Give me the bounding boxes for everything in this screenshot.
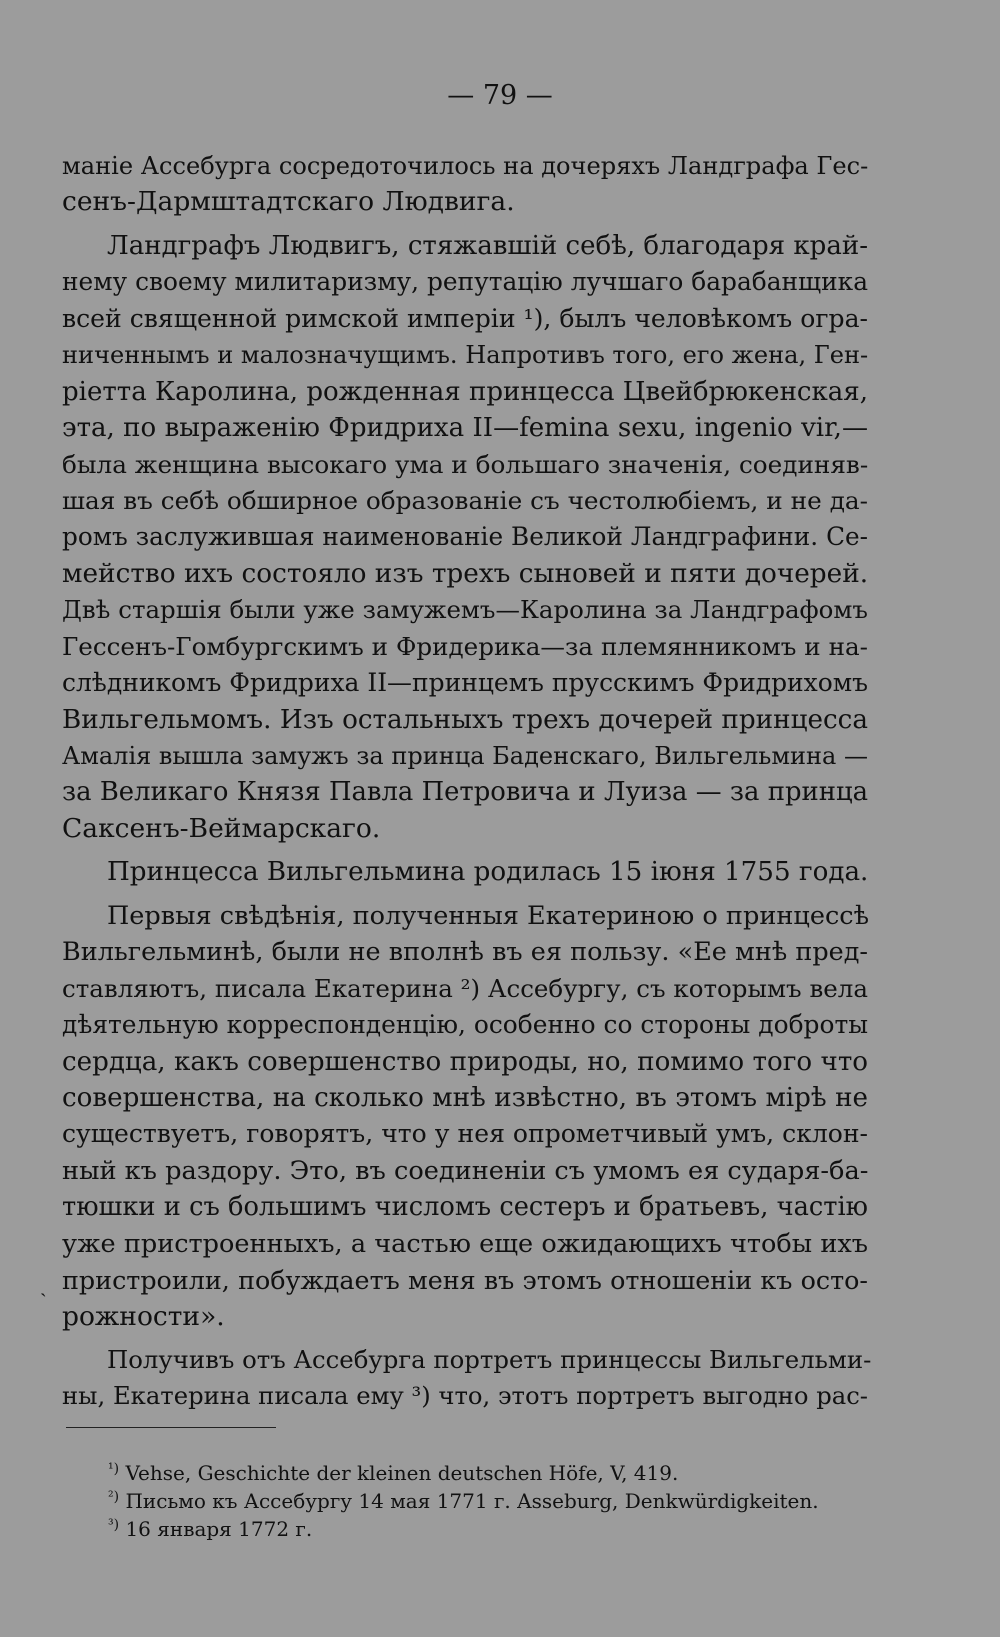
text-line: ставляютъ, писала Екатерина ²) Ассебургу, съ которымъ вела	[62, 973, 868, 1003]
text-line: Гессенъ-Гомбургскимъ и Фридерика—за племянникомъ и на-	[62, 631, 868, 661]
text-line: за Великаго Князя Павла Петровича и Луиза — за принца	[62, 777, 868, 808]
text-line: шая въ себѣ обширное образованіе съ честолюбіемъ, и не да-	[62, 485, 868, 515]
text-line: Амалія вышла замужъ за принца Баденскаго, Вильгельмина —	[62, 742, 868, 770]
text-line: всей священной римской имперіи ¹), былъ человѣкомъ огра-	[62, 303, 868, 333]
footnote-mark: ²)	[108, 1489, 120, 1505]
text-line: ниченнымъ и малозначущимъ. Напротивъ того, его жена, Ген-	[62, 341, 869, 370]
text-line: тюшки и съ большимъ числомъ сестеръ и братьевъ, частію	[62, 1192, 868, 1223]
footnote-text: Письмо къ Ассебургу 14 мая 1771 г. Asseburg, Denkwürdigkeiten.	[125, 1489, 819, 1513]
text-line: ріетта Каролина, рожденная принцесса Цвейбрюкенская,	[62, 376, 868, 407]
text-line: Принцесса Вильгельмина родилась 15 іюня 1755 года.	[107, 857, 869, 888]
text-line: ромъ заслужившая наименованіе Великой Ландграфини. Се-	[62, 522, 868, 552]
footnotes	[108, 1455, 888, 1539]
text-line: Вильгельминѣ, были не вполнѣ въ ея пользу. «Ее мнѣ пред-	[62, 937, 868, 968]
text-line: уже пристроенныхъ, а частью еще ожидающихъ чтобы ихъ	[62, 1228, 868, 1259]
footnote	[108, 1483, 888, 1511]
body-text	[62, 148, 872, 1415]
stray-mark: ˎ	[40, 1273, 47, 1297]
text-line: Получивъ отъ Ассебурга портретъ принцессы Вильгельми-	[107, 1345, 872, 1374]
footnote-text: Vehse, Geschichte der kleinen deutschen Höfe, V, 419.	[125, 1461, 679, 1485]
text-line: слѣдникомъ Фридриха II—принцемъ прусскимъ Фридрихомъ	[62, 668, 868, 698]
text-line: сенъ-Дармштадтскаго Людвига.	[62, 186, 515, 218]
page-number: — 79 —	[447, 80, 553, 111]
text-line: ны, Екатерина писала ему ³) что, этотъ портретъ выгодно рас-	[62, 1381, 868, 1411]
text-line: Двѣ старшія были уже замужемъ—Каролина за Ландграфомъ	[62, 595, 868, 625]
text-line: была женщина высокаго ума и большаго значенія, соединяв-	[62, 449, 869, 479]
text-line: эта, по выраженію Фридриха II—femina sexu, ingenio vir,—	[62, 413, 868, 444]
text-line: рожности».	[62, 1300, 225, 1332]
text-line: Ландграфъ Людвигъ, стяжавшій себѣ, благодаря край-	[107, 230, 868, 261]
footnote-text: 16 января 1772 г.	[125, 1517, 313, 1541]
text-line: ный къ раздору. Это, въ соединеніи съ умомъ ея сударя-ба-	[62, 1155, 869, 1186]
text-line: дѣятельную корреспонденцію, особенно со стороны доброты	[62, 1010, 868, 1040]
paragraph-gap	[62, 221, 868, 228]
paragraph-gap	[62, 1335, 868, 1342]
paragraph-gap	[62, 847, 868, 854]
text-line: мейство ихъ состояло изъ трехъ сыновей и пяти дочерей.	[62, 558, 869, 589]
footnote	[108, 1455, 888, 1483]
text-line: Саксенъ-Веймарскаго.	[62, 812, 381, 844]
text-line: маніе Ассебурга сосредоточилось на дочеряхъ Ландграфа Гес-	[62, 152, 869, 180]
text-line: сердца, какъ совершенство природы, но, помимо того что	[62, 1046, 868, 1077]
text-line: пристроили, побуждаетъ меня въ этомъ отношеніи къ осто-	[62, 1265, 868, 1296]
text-line: Вильгельмомъ. Изъ остальныхъ трехъ дочерей принцесса	[62, 704, 868, 735]
footnote-mark: ³)	[108, 1517, 120, 1533]
text-line: Первыя свѣдѣнія, полученныя Екатериною о принцессѣ	[107, 900, 870, 931]
footnote-rule	[66, 1427, 276, 1428]
paragraph-gap	[62, 891, 868, 898]
footnote	[108, 1511, 888, 1539]
text-line: совершенства, на сколько мнѣ извѣстно, въ этомъ мірѣ не	[62, 1082, 868, 1113]
footnote-mark: ¹)	[108, 1461, 120, 1477]
text-line: нему своему милитаризму, репутацію лучшаго барабанщика	[62, 267, 868, 297]
text-line: существуетъ, говорятъ, что у нея опрометчивый умъ, склон-	[62, 1119, 868, 1149]
